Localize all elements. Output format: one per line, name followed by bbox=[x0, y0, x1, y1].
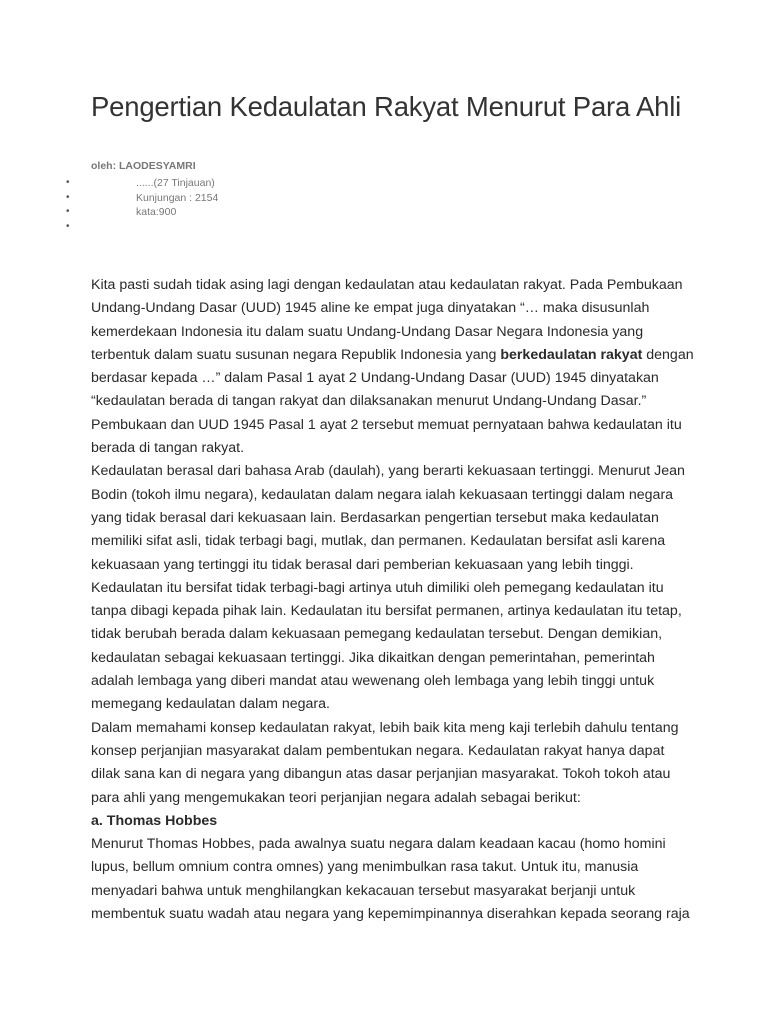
body-line bbox=[91, 437, 691, 460]
body-text: “kedaulatan berada di tangan rakyat dan dilaksanakan menurut Undang-Undang Dasar.” bbox=[91, 393, 647, 410]
body-text: Kedaulatan berasal dari bahasa Arab (daulah), yang berarti kekuasaan tertinggi. Menurut Jean bbox=[91, 463, 685, 480]
body-text: Pembukaan dan UUD 1945 Pasal 1 ayat 2 tersebut memuat pernyataan bahwa kedaulatan itu bbox=[91, 416, 682, 433]
bullet-icon: • bbox=[66, 191, 70, 203]
meta-item-visits bbox=[0, 191, 400, 206]
body-line bbox=[91, 554, 691, 577]
bullet-icon: • bbox=[66, 220, 70, 232]
body-line bbox=[91, 740, 691, 763]
bullet-icon: • bbox=[66, 206, 70, 218]
body-text: yang tidak berasal dari kekuasaan lain. Berdasarkan pengertian tersebut maka kedaulatan bbox=[91, 509, 659, 526]
body-line bbox=[91, 833, 691, 856]
body-text: terbentuk dalam suatu susunan negara Republik Indonesia yang bbox=[91, 346, 501, 363]
body-text: Dalam memahami konsep kedaulatan rakyat, lebih baik kita meng kaji terlebih dahulu tentang bbox=[91, 719, 679, 736]
body-text: berada di tangan rakyat. bbox=[91, 440, 245, 457]
body-line bbox=[91, 903, 691, 926]
body-line bbox=[91, 787, 691, 810]
body-line bbox=[91, 297, 691, 320]
body-text: menyadari bahwa untuk menghilangkan kekacauan tersebut masyarakat berjanji untuk bbox=[91, 882, 636, 899]
body-line bbox=[91, 670, 691, 693]
body-text: tidak berubah berada dalam kekuasaan pemegang kedaulatan tersebut. Dengan demikian, bbox=[91, 626, 663, 643]
body-line bbox=[91, 810, 691, 833]
body-line bbox=[91, 460, 691, 483]
body-line bbox=[91, 693, 691, 716]
bold-text: a. Thomas Hobbes bbox=[91, 812, 218, 829]
body-line bbox=[91, 717, 691, 740]
article-meta-list bbox=[0, 176, 400, 234]
body-text: memiliki sifat asli, tidak terbagi bagi, mutlak, dan permanen. Kedaulatan bersifat asli karena bbox=[91, 533, 666, 550]
body-text: dilak sana kan di negara yang dibangun atas dasar perjanjian masyarakat. Tokoh tokoh atau bbox=[91, 766, 671, 783]
body-text: kekuasaan yang tertinggi itu tidak berasal dari pemberian kekuasaan yang lebih tinggi. bbox=[91, 556, 634, 573]
article-body bbox=[91, 274, 694, 926]
article-byline: oleh: LAODESYAMRI bbox=[91, 160, 196, 172]
body-text: adalah lembaga yang diberi mandat atau wewenang oleh lembaga yang lebih tinggi untuk bbox=[91, 673, 655, 690]
body-line bbox=[91, 530, 691, 553]
body-line bbox=[91, 763, 691, 786]
body-text: Menurut Thomas Hobbes, pada awalnya suatu negara dalam keadaan kacau (homo homini bbox=[91, 836, 666, 853]
body-line bbox=[91, 577, 691, 600]
body-text: berdasar kepada …” dalam Pasal 1 ayat 2 Undang-Undang Dasar (UUD) 1945 dinyatakan bbox=[91, 370, 659, 387]
meta-wordcount: kata:900 bbox=[136, 206, 177, 219]
body-text: memegang kedaulatan dalam negara. bbox=[91, 696, 330, 713]
bullet-icon: • bbox=[66, 177, 70, 188]
body-line bbox=[91, 623, 691, 646]
body-line bbox=[91, 367, 691, 390]
body-line bbox=[91, 321, 691, 344]
meta-visits: Kunjungan : 2154 bbox=[136, 191, 219, 204]
article-title: Pengertian Kedaulatan Rakyat Menurut Para Ahli bbox=[91, 91, 682, 122]
body-line bbox=[91, 600, 691, 623]
body-text: tanpa dibagi kepada pihak lain. Kedaulatan itu bersifat permanen, artinya kedaulatan itu tetap, bbox=[91, 603, 682, 620]
body-line bbox=[91, 647, 691, 670]
body-text: membentuk suatu wadah atau negara yang kepemimpinannya diserahkan kepada seorang raja bbox=[91, 906, 690, 923]
meta-item-empty bbox=[0, 220, 400, 235]
bold-text: berkedaulatan rakyat bbox=[500, 346, 643, 363]
body-text: kemerdekaan Indonesia itu dalam suatu Undang-Undang Dasar Negara Indonesia yang bbox=[91, 323, 644, 340]
body-line bbox=[91, 484, 691, 507]
body-text: kedaulatan sebagai kekuasaan tertinggi. Jika dikaitkan dengan pemerintahan, pemerintah bbox=[91, 649, 655, 666]
body-line bbox=[91, 390, 691, 413]
meta-item-reviews bbox=[0, 176, 400, 191]
body-line bbox=[91, 274, 691, 297]
body-text: lupus, bellum omnium contra omnes) yang menimbulkan rasa takut. Untuk itu, manusia bbox=[91, 859, 639, 876]
body-line bbox=[91, 880, 691, 903]
body-text: Bodin (tokoh ilmu negara), kedaulatan dalam negara ialah kekuasaan tertinggi dalam negara bbox=[91, 486, 674, 503]
body-line bbox=[91, 344, 694, 367]
body-text: para ahli yang mengemukakan teori perjanjian negara adalah sebagai berikut: bbox=[91, 789, 581, 806]
body-line bbox=[91, 856, 691, 879]
body-text: Kedaulatan itu bersifat tidak terbagi-bagi artinya utuh dimiliki oleh pemegang kedaulatan itu bbox=[91, 579, 664, 596]
body-text: dengan bbox=[642, 346, 694, 363]
body-text: Undang-Undang Dasar (UUD) 1945 aline ke empat juga dinyatakan “… maka disusunlah bbox=[91, 300, 650, 317]
meta-item-wordcount bbox=[0, 205, 400, 220]
body-line bbox=[91, 414, 691, 437]
meta-reviews[interactable]: ......(27 Tinjauan) bbox=[136, 177, 215, 189]
body-text: konsep perjanjian masyarakat dalam pembentukan negara. Kedaulatan rakyat hanya dapat bbox=[91, 742, 665, 759]
body-text: Kita pasti sudah tidak asing lagi dengan kedaulatan atau kedaulatan rakyat. Pada Pembukaan bbox=[91, 277, 683, 293]
body-line bbox=[91, 507, 691, 530]
